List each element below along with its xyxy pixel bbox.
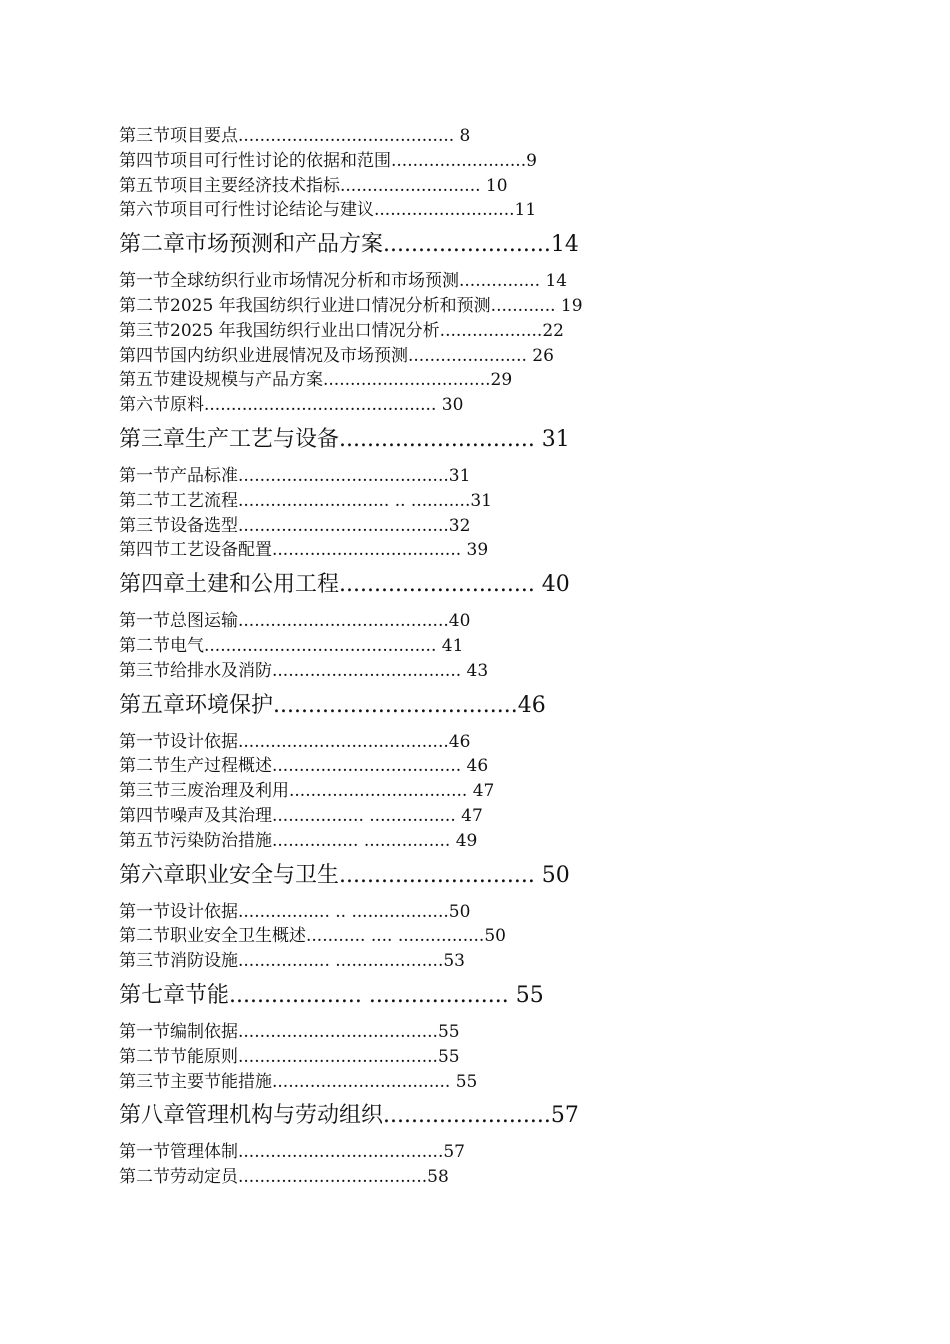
toc-section-entry[interactable]: 第二节电气........................................... 41 [119,635,464,656]
toc-section-entry[interactable]: 第五节项目主要经济技术指标.......................... 10 [119,175,508,196]
toc-section-entry[interactable]: 第三节2025 年我国纺织行业出口情况分析...................22 [119,320,564,341]
toc-section-entry[interactable]: 第二节职业安全卫生概述........... .... ................50 [119,926,506,947]
toc-section-entry[interactable]: 第三节设备选型.......................................32 [119,515,471,536]
toc-section-entry[interactable]: 第六节原料........................................... 30 [119,395,464,416]
toc-section-entry[interactable]: 第一节设计依据.......................................46 [119,731,471,752]
toc-chapter-entry[interactable]: 第八章管理机构与劳动组织........................57 [119,1103,579,1129]
toc-section-entry[interactable]: 第一节设计依据................. .. ..................50 [119,901,471,922]
toc-section-entry[interactable]: 第四节工艺设备配置................................... 39 [119,540,489,561]
toc-section-entry[interactable]: 第五节建设规模与产品方案...............................29 [119,370,513,391]
toc-section-entry[interactable]: 第二节工艺流程............................ .. ...........31 [119,490,492,511]
toc-section-entry[interactable]: 第一节总图运输.......................................40 [119,611,471,632]
table-of-contents [119,124,819,1190]
toc-section-entry[interactable]: 第二节生产过程概述................................... 46 [119,756,489,777]
toc-section-entry[interactable]: 第三节消防设施................. ....................53 [119,951,465,972]
toc-section-entry[interactable]: 第二节劳动定员...................................58 [119,1167,449,1188]
toc-section-entry[interactable]: 第三节给排水及消防................................... 43 [119,660,489,681]
toc-chapter-entry[interactable]: 第三章生产工艺与设备............................ 31 [119,426,570,452]
toc-section-entry[interactable]: 第一节管理体制......................................57 [119,1142,465,1163]
toc-section-entry[interactable]: 第三节项目要点........................................ 8 [119,126,471,146]
toc-section-entry[interactable]: 第六节项目可行性讨论结论与建议..........................11 [119,200,537,221]
toc-section-entry[interactable]: 第一节产品标准.......................................31 [119,465,471,486]
toc-section-entry[interactable]: 第四节噪声及其治理................. ................ 47 [119,805,483,826]
toc-chapter-entry[interactable]: 第四章土建和公用工程............................ 40 [119,572,570,598]
toc-section-entry[interactable]: 第四节国内纺织业进展情况及市场预测...................... 26 [119,345,554,366]
toc-section-entry[interactable]: 第五节污染防治措施................ ................ 49 [119,830,478,851]
toc-section-entry[interactable]: 第二节节能原则.....................................55 [119,1046,460,1067]
toc-section-entry[interactable]: 第三节三废治理及利用................................. 47 [119,781,495,802]
toc-section-entry[interactable]: 第四节项目可行性讨论的依据和范围.........................9 [119,150,537,171]
toc-chapter-entry[interactable]: 第六章职业安全与卫生............................ 50 [119,862,570,888]
toc-chapter-entry[interactable]: 第五章环境保护...................................46 [119,692,546,718]
toc-chapter-entry[interactable]: 第七章节能................... .................... 55 [119,982,544,1008]
toc-section-entry[interactable]: 第二节2025 年我国纺织行业进口情况分析和预测............ 19 [119,295,583,316]
toc-section-entry[interactable]: 第一节编制依据.....................................55 [119,1021,460,1042]
toc-chapter-entry[interactable]: 第二章市场预测和产品方案........................14 [119,232,579,258]
toc-section-entry[interactable]: 第三节主要节能措施................................. 55 [119,1071,478,1092]
toc-section-entry[interactable]: 第一节全球纺织行业市场情况分析和市场预测............... 14 [119,271,568,292]
